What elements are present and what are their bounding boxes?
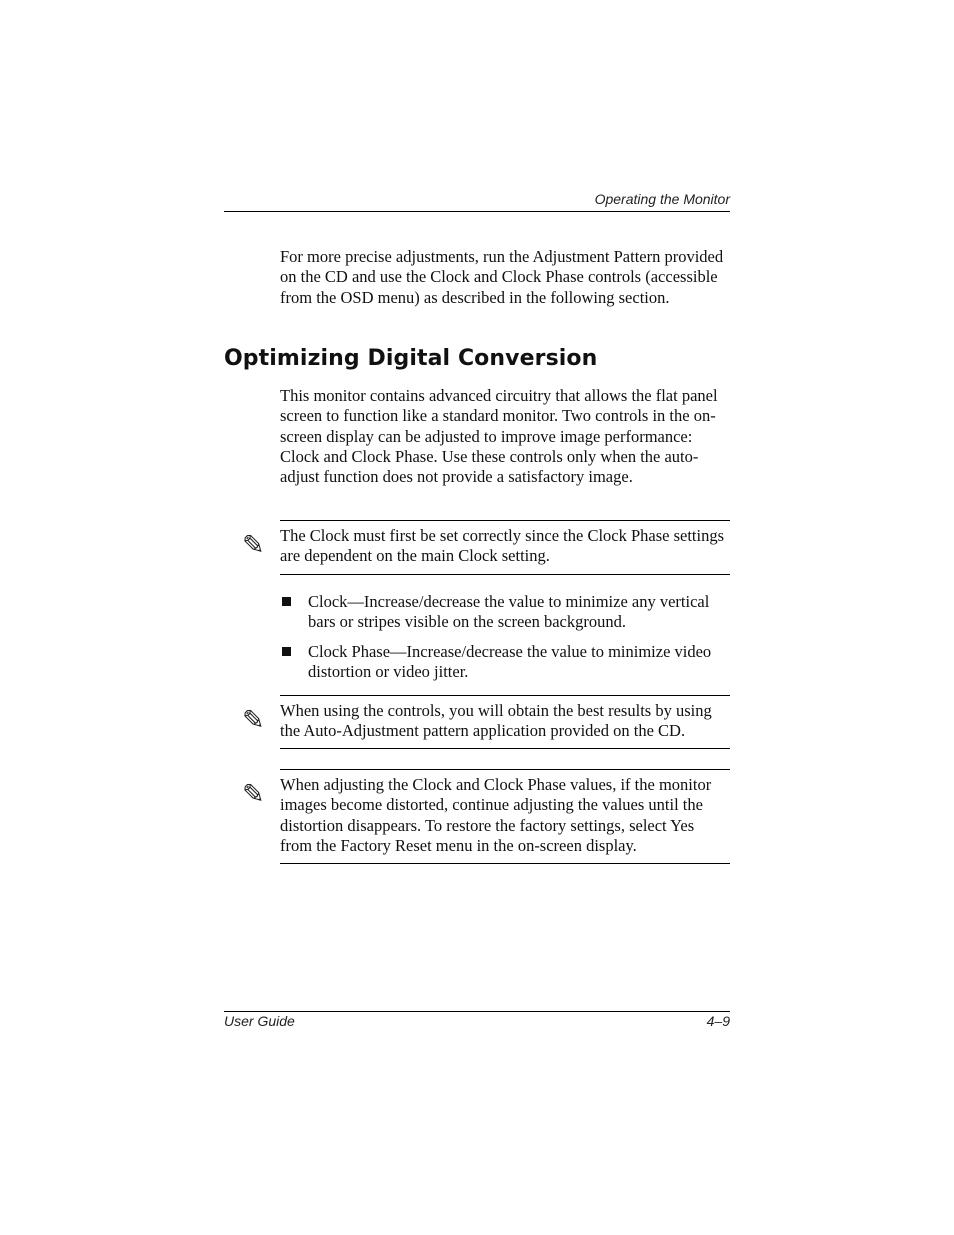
note-bottom-rule [280,748,730,749]
note-bottom-rule [280,863,730,864]
pencil-icon: ✎ [242,705,265,735]
footer-title: User Guide [224,1013,295,1029]
bullet-square-icon [282,597,291,606]
bullet-item: Clock—Increase/decrease the value to minimize any vertical bars or stripes visible on the screen background. [308,592,710,632]
intro-paragraph: For more precise adjustments, run the Adjustment Pattern provided on the CD and use the Clock and Clock Phase controls (accessible from the OSD menu) as described in the following section. [280,247,724,307]
header-rule [224,211,730,212]
note-top-rule [280,520,730,521]
note-text: When adjusting the Clock and Clock Phase values, if the monitor images become distorted, continue adjusting the values until the distortion disappears. To restore the factory settings, select Yes from the Factory Reset menu in the on-screen display. [280,775,712,855]
note-top-rule [280,695,730,696]
pencil-icon: ✎ [242,779,265,809]
page-number: 4–9 [706,1013,730,1029]
note-bottom-rule [280,574,730,575]
bullet-item: Clock Phase—Increase/decrease the value to minimize video distortion or video jitter. [308,642,712,682]
running-header: Operating the Monitor [594,191,730,207]
section-paragraph: This monitor contains advanced circuitry that allows the flat panel screen to function like a standard monitor. Two controls in the on-screen display can be adjusted to improve image performance: Clock and Clock Phase. Use these controls only when the auto-adjust function does not provide a satisfactory image. [280,386,718,487]
footer-rule [224,1011,730,1012]
note-top-rule [280,769,730,770]
bullet-square-icon [282,647,291,656]
section-title: Optimizing Digital Conversion [224,346,598,371]
pencil-icon: ✎ [242,530,265,560]
note-text: When using the controls, you will obtain the best results by using the Auto-Adjustment pattern application provided on the CD. [280,701,712,741]
note-text: The Clock must first be set correctly since the Clock Phase settings are dependent on the main Clock setting. [280,526,725,566]
